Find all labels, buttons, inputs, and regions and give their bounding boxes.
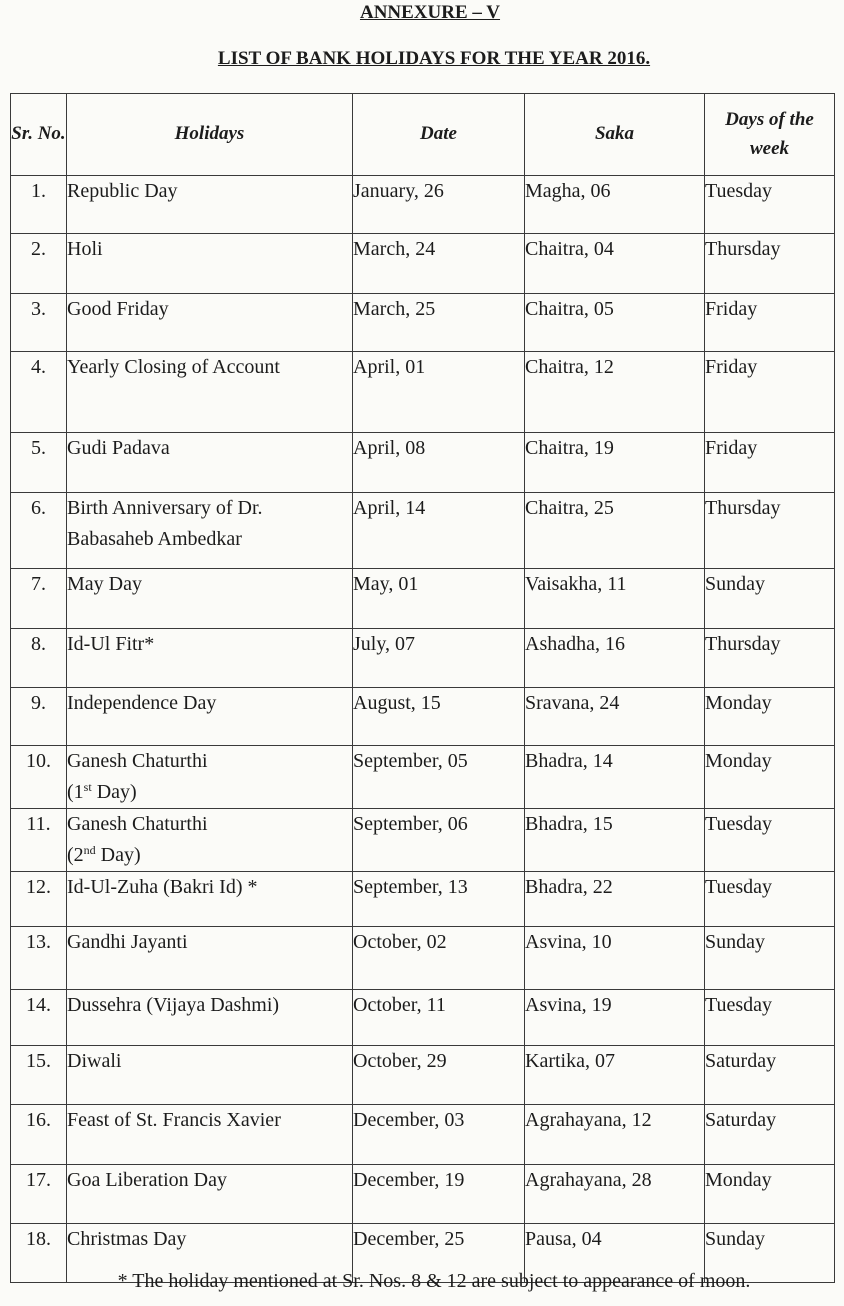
table-row — [11, 990, 835, 1046]
holiday-name-line2-suffix: Day) — [91, 781, 137, 803]
table-row — [11, 433, 835, 493]
cell-date: March, 24 — [353, 234, 525, 294]
cell-day: Thursday — [705, 234, 835, 294]
cell-srno: 7. — [11, 569, 67, 629]
cell-srno: 11. — [11, 809, 67, 872]
holiday-name-line1: Ganesh Chaturthi — [67, 813, 208, 835]
cell-saka: Agrahayana, 28 — [525, 1165, 705, 1224]
table-row — [11, 746, 835, 809]
cell-holiday: Goa Liberation Day — [67, 1165, 353, 1224]
table-row — [11, 352, 835, 433]
cell-holiday: Gandhi Jayanti — [67, 927, 353, 990]
cell-srno: 5. — [11, 433, 67, 493]
cell-saka: Magha, 06 — [525, 176, 705, 234]
cell-date: December, 03 — [353, 1105, 525, 1165]
cell-saka: Chaitra, 25 — [525, 493, 705, 569]
table-row — [11, 872, 835, 927]
cell-day: Tuesday — [705, 872, 835, 927]
footnote: * The holiday mentioned at Sr. Nos. 8 & 12 are subject to appearance of moon. — [117, 1270, 751, 1292]
col-header-srno-label: Sr. No. — [11, 123, 66, 145]
holiday-name-line1: Ganesh Chaturthi — [67, 750, 208, 772]
col-header-holidays-label: Holidays — [174, 123, 245, 145]
cell-holiday: Diwali — [67, 1046, 353, 1105]
cell-holiday: Dussehra (Vijaya Dashmi) — [67, 990, 353, 1046]
col-header-holidays — [67, 94, 353, 176]
col-header-day-label: Days of the week — [725, 109, 814, 159]
cell-date: October, 02 — [353, 927, 525, 990]
cell-saka: Chaitra, 05 — [525, 294, 705, 352]
cell-day: Sunday — [705, 1224, 835, 1283]
cell-holiday: Yearly Closing of Account — [67, 352, 353, 433]
cell-day: Saturday — [705, 1105, 835, 1165]
cell-saka: Agrahayana, 12 — [525, 1105, 705, 1165]
cell-date: August, 15 — [353, 688, 525, 746]
cell-srno: 17. — [11, 1165, 67, 1224]
cell-date: December, 25 — [353, 1224, 525, 1283]
cell-holiday: Independence Day — [67, 688, 353, 746]
cell-saka: Chaitra, 12 — [525, 352, 705, 433]
col-header-saka-label: Saka — [594, 123, 635, 145]
cell-saka: Bhadra, 14 — [525, 746, 705, 809]
cell-holiday: Id-Ul-Zuha (Bakri Id) * — [67, 872, 353, 927]
page-title: LIST OF BANK HOLIDAYS FOR THE YEAR 2016. — [217, 48, 651, 69]
col-header-saka — [525, 94, 705, 176]
cell-date: October, 11 — [353, 990, 525, 1046]
holiday-name-line2-suffix: Day) — [95, 844, 141, 866]
cell-srno: 10. — [11, 746, 67, 809]
cell-holiday: Id-Ul Fitr* — [67, 629, 353, 688]
cell-saka: Vaisakha, 11 — [525, 569, 705, 629]
col-header-date-label: Date — [420, 123, 457, 145]
cell-saka: Chaitra, 19 — [525, 433, 705, 493]
cell-srno: 6. — [11, 493, 67, 569]
cell-holiday: Feast of St. Francis Xavier — [67, 1105, 353, 1165]
cell-day: Tuesday — [705, 809, 835, 872]
cell-date: September, 05 — [353, 746, 525, 809]
table-row — [11, 688, 835, 746]
cell-day: Tuesday — [705, 990, 835, 1046]
cell-srno: 8. — [11, 629, 67, 688]
table-row — [11, 569, 835, 629]
cell-date: March, 25 — [353, 294, 525, 352]
cell-date: April, 14 — [353, 493, 525, 569]
cell-saka: Bhadra, 22 — [525, 872, 705, 927]
cell-day: Friday — [705, 294, 835, 352]
table-row — [11, 176, 835, 234]
table-row — [11, 809, 835, 872]
cell-day: Sunday — [705, 927, 835, 990]
cell-day: Thursday — [705, 493, 835, 569]
cell-day: Monday — [705, 746, 835, 809]
cell-date: July, 07 — [353, 629, 525, 688]
cell-saka: Asvina, 10 — [525, 927, 705, 990]
holidays-table — [10, 93, 835, 1283]
table-row — [11, 234, 835, 294]
cell-date: October, 29 — [353, 1046, 525, 1105]
ordinal-suffix: nd — [83, 843, 96, 857]
cell-saka: Pausa, 04 — [525, 1224, 705, 1283]
cell-holiday: Holi — [67, 234, 353, 294]
table-row — [11, 927, 835, 990]
cell-srno: 4. — [11, 352, 67, 433]
table-header — [11, 94, 835, 176]
header-row — [11, 94, 835, 176]
cell-srno: 16. — [11, 1105, 67, 1165]
holiday-name-line2-prefix: (1 — [67, 781, 84, 803]
cell-srno: 12. — [11, 872, 67, 927]
cell-saka: Asvina, 19 — [525, 990, 705, 1046]
cell-day: Monday — [705, 688, 835, 746]
cell-srno: 18. — [11, 1224, 67, 1283]
ordinal-suffix: st — [83, 780, 92, 794]
cell-date: September, 13 — [353, 872, 525, 927]
cell-holiday: Gudi Padava — [67, 433, 353, 493]
cell-date: May, 01 — [353, 569, 525, 629]
cell-saka: Sravana, 24 — [525, 688, 705, 746]
cell-date: April, 01 — [353, 352, 525, 433]
annexure-heading: ANNEXURE – V — [359, 2, 501, 23]
col-header-srno — [11, 94, 67, 176]
col-header-date — [353, 94, 525, 176]
cell-srno: 15. — [11, 1046, 67, 1105]
cell-srno: 13. — [11, 927, 67, 990]
table-row — [11, 629, 835, 688]
cell-day: Sunday — [705, 569, 835, 629]
table-row — [11, 1105, 835, 1165]
cell-day: Tuesday — [705, 176, 835, 234]
col-header-day — [705, 94, 835, 176]
cell-holiday: Good Friday — [67, 294, 353, 352]
cell-day: Saturday — [705, 1046, 835, 1105]
cell-srno: 3. — [11, 294, 67, 352]
cell-holiday — [67, 809, 353, 872]
cell-saka: Bhadra, 15 — [525, 809, 705, 872]
cell-srno: 2. — [11, 234, 67, 294]
cell-saka: Kartika, 07 — [525, 1046, 705, 1105]
cell-day: Friday — [705, 352, 835, 433]
cell-srno: 14. — [11, 990, 67, 1046]
cell-date: April, 08 — [353, 433, 525, 493]
cell-srno: 9. — [11, 688, 67, 746]
table-row — [11, 493, 835, 569]
cell-srno: 1. — [11, 176, 67, 234]
cell-holiday: May Day — [67, 569, 353, 629]
cell-holiday: Republic Day — [67, 176, 353, 234]
cell-saka: Chaitra, 04 — [525, 234, 705, 294]
cell-date: January, 26 — [353, 176, 525, 234]
cell-holiday: Christmas Day — [67, 1224, 353, 1283]
table-row — [11, 1165, 835, 1224]
cell-holiday — [67, 746, 353, 809]
cell-day: Friday — [705, 433, 835, 493]
table-row — [11, 294, 835, 352]
table-row — [11, 1046, 835, 1105]
cell-day: Monday — [705, 1165, 835, 1224]
cell-holiday: Birth Anniversary of Dr. Babasaheb Ambedkar — [67, 493, 353, 569]
holiday-name-line2-prefix: (2 — [67, 844, 84, 866]
cell-date: September, 06 — [353, 809, 525, 872]
cell-day: Thursday — [705, 629, 835, 688]
cell-saka: Ashadha, 16 — [525, 629, 705, 688]
cell-date: December, 19 — [353, 1165, 525, 1224]
table-body — [11, 176, 835, 1283]
